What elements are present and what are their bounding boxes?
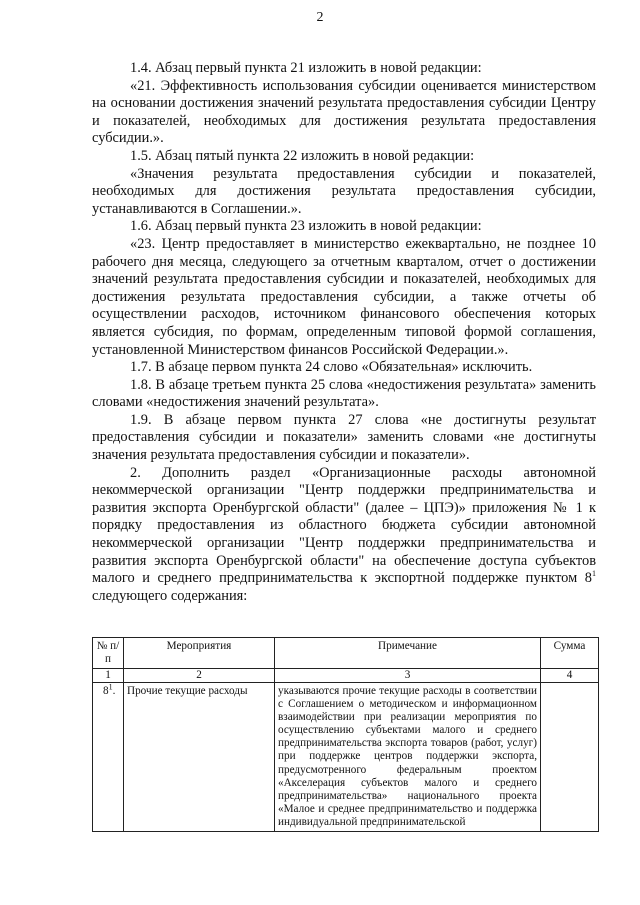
- header-note: Примечание: [275, 638, 541, 669]
- colnum-2: 2: [124, 669, 275, 683]
- table-header-row: [93, 638, 599, 669]
- header-sum: Сумма: [541, 638, 599, 669]
- expenses-table: [92, 637, 599, 832]
- row-event: Прочие текущие расходы: [124, 683, 275, 832]
- paragraph-22-text: «Значения результата предоставления субсидии и показателей, необходимых для достижения результата предоставления субсидии, устанавливаются в Соглашении.».: [92, 165, 596, 217]
- colnum-3: 3: [275, 669, 541, 683]
- paragraph-2-sup: 1: [592, 569, 596, 579]
- colnum-4: 4: [541, 669, 599, 683]
- paragraph-1-4: 1.4. Абзац первый пункта 21 изложить в новой редакции:: [130, 60, 482, 76]
- paragraph-2-tail: следующего содержания:: [92, 587, 248, 604]
- document-body: [92, 60, 596, 605]
- paragraph-2: [92, 465, 596, 606]
- table-column-numbers-row: [93, 669, 599, 683]
- paragraph-1-6: 1.6. Абзац первый пункта 23 изложить в новой редакции:: [130, 218, 482, 235]
- row-num-sup: 1: [108, 682, 113, 692]
- row-note: указываются прочие текущие расходы в соответствии с Соглашением о методическом и информационном взаимодействии при реализации мероприятия по осуществлению субъектами малого и среднего предпринимательства экспорта товаров (работ, услуг) при поддержке центров поддержки экспорта, предусмотренного федеральным проектом «Акселерация субъектов малого и среднего предпринимательства» национального проекта «Малое и среднее предпринимательство и поддержка индивидуальной предпринимательской: [275, 683, 541, 832]
- paragraph-2-text: 2. Дополнить раздел «Организационные расходы автономной некоммерческой организации "Центр поддержки предпринимательства и развития экспорта Оренбургской области" (далее – ЦПЭ)» приложения № 1 к порядку предоставления из областного бюджета субсидии автономной некоммерческой организации "Центр поддержки предпринимательства и развития экспорта Оренбургской области" на обеспечение доступа субъектов малого и среднего предпринимательства к экспортной поддержке пунктом 8: [92, 464, 596, 587]
- paragraph-23-text: «23. Центр предоставляет в министерство ежеквартально, не позднее 10 рабочего дня месяца, следующего за отчетным кварталом, отчет о достижении значений результата предоставления субсидии и показателей, необходимых для достижения результата предоставления субсидии, а также отчеты об осуществлении расходов, источником финансового обеспечения которых является субсидия, по формам, определенным типовой формой соглашения, установленной Министерством финансов Российской Федерации.».: [92, 235, 596, 358]
- header-num: № п/п: [93, 638, 124, 669]
- row-num: [93, 683, 124, 832]
- paragraph-1-5: 1.5. Абзац пятый пункта 22 изложить в новой редакции:: [130, 147, 475, 164]
- paragraph-21-text: «21. Эффективность использования субсидии оценивается министерством на основании достижения значений результата предоставления субсидии Центру и показателей, необходимых для достижения результата предоставления субсидии.».: [92, 77, 596, 147]
- page-number: 2: [316, 10, 324, 25]
- paragraph-1-9: 1.9. В абзаце первом пункта 27 слова «не достигнуты результат предоставления субсидии и показатели» заменить словами «не достигнуты значения результата предоставления субсидии и показатели».: [92, 411, 596, 464]
- row-num-value: 8: [103, 685, 109, 697]
- header-event: Мероприятия: [124, 638, 275, 669]
- table-row: [93, 683, 599, 832]
- paragraph-1-7: 1.7. В абзаце первом пункта 24 слово «Обязательная» исключить.: [130, 359, 533, 376]
- row-num-suffix: .: [112, 685, 116, 697]
- colnum-1: 1: [93, 669, 124, 683]
- paragraph-1-8: 1.8. В абзаце третьем пункта 25 слова «недостижения результата» заменить словами «недостижения значений результата».: [92, 376, 596, 411]
- row-sum: [541, 683, 599, 832]
